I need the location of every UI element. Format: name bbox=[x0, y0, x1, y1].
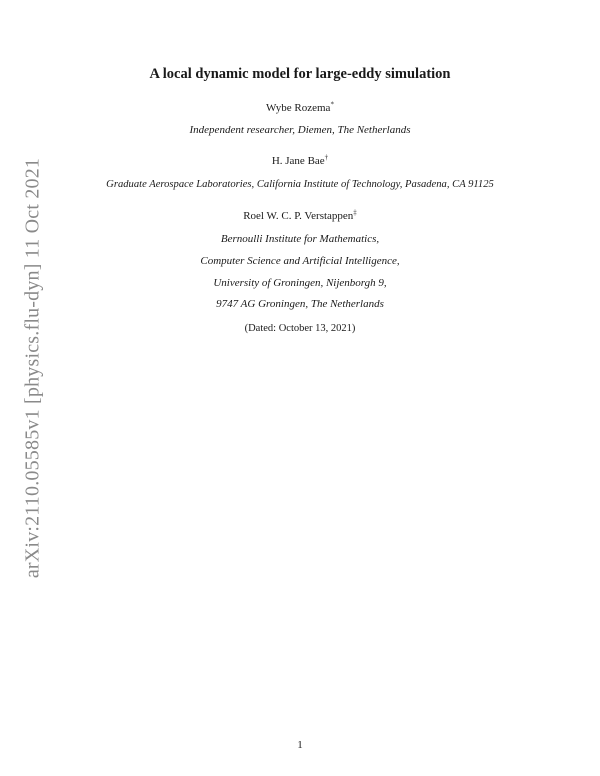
author-name-text: Wybe Rozema bbox=[266, 102, 331, 114]
author-3-affiliation-line-2: Computer Science and Artificial Intelligence, bbox=[200, 255, 400, 267]
author-3-name bbox=[0, 210, 600, 222]
author-1-affiliation: Independent researcher, Diemen, The Netherlands bbox=[189, 124, 411, 136]
footnote-mark: ‡ bbox=[353, 208, 357, 217]
author-name-text: Roel W. C. P. Verstappen bbox=[243, 210, 354, 222]
author-name-text: H. Jane Bae bbox=[271, 155, 325, 167]
author-3-affiliation-line-3: University of Groningen, Nijenborgh 9, bbox=[213, 277, 387, 289]
arxiv-identifier-stamp: arXiv:2110.05585v1 [physics.flu-dyn] 11 Oct 2021 bbox=[21, 157, 44, 579]
author-1-name bbox=[0, 102, 600, 114]
author-2-name bbox=[0, 155, 600, 167]
footnote-mark: * bbox=[330, 100, 334, 109]
author-3-affiliation-line-1: Bernoulli Institute for Mathematics, bbox=[220, 233, 380, 245]
footnote-mark: † bbox=[324, 153, 329, 162]
author-2-affiliation: Graduate Aerospace Laboratories, California Institute of Technology, Pasadena, CA 91125 bbox=[106, 179, 494, 190]
page-number: 1 bbox=[297, 739, 303, 751]
author-3-affiliation-line-4: 9747 AG Groningen, The Netherlands bbox=[216, 298, 384, 310]
paper-title: A local dynamic model for large-eddy simulation bbox=[149, 66, 451, 82]
dated-line: (Dated: October 13, 2021) bbox=[244, 323, 356, 334]
